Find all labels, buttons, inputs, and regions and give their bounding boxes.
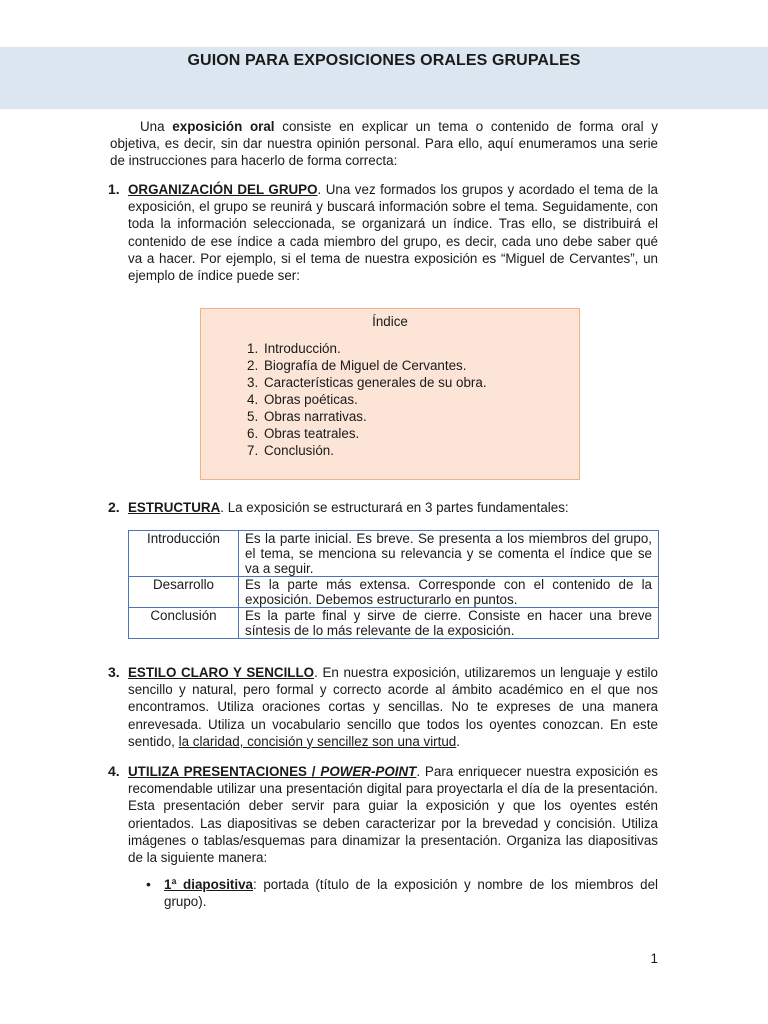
- index-item-label: Obras narrativas.: [264, 409, 367, 425]
- index-item-number: 7.: [247, 443, 259, 459]
- index-item-label: Obras teatrales.: [264, 426, 360, 442]
- section-estilo: [108, 664, 658, 750]
- section-organizacion: [108, 181, 658, 284]
- intro-bold-term: exposición oral: [172, 119, 275, 134]
- table-row: [129, 608, 659, 639]
- index-item: [247, 408, 579, 425]
- section-number: 4.: [108, 763, 120, 779]
- page-number: 1: [650, 951, 658, 966]
- table-cell-description: Es la parte final y sirve de cierre. Consiste en hacer una breve síntesis de lo más relevante de la exposición.: [239, 608, 659, 639]
- section-heading: UTILIZA PRESENTACIONES /: [128, 764, 321, 779]
- intro-paragraph: [110, 118, 658, 170]
- table-row: [129, 577, 659, 608]
- section-number: 3.: [108, 664, 120, 680]
- index-list: [201, 340, 579, 459]
- bullet-icon: •: [146, 876, 151, 892]
- section-heading-italic: POWER-POINT: [320, 764, 417, 779]
- index-item-label: Obras poéticas.: [264, 392, 358, 408]
- section-estructura: [108, 499, 658, 516]
- bullet-item: [146, 876, 658, 910]
- table-cell-part: Introducción: [129, 531, 239, 577]
- table-row: [129, 531, 659, 577]
- index-item-label: Conclusión.: [264, 443, 334, 459]
- index-item: [247, 391, 579, 408]
- index-item-number: 1.: [247, 341, 259, 357]
- document-title: GUION PARA EXPOSICIONES ORALES GRUPALES: [187, 52, 581, 69]
- section-underlined-phrase: la claridad, concisión y sencillez son una virtud: [178, 733, 457, 749]
- index-item-number: 3.: [247, 375, 259, 391]
- index-item: [247, 425, 579, 442]
- section-text: . La exposición se estructurará en 3 partes fundamentales:: [220, 500, 569, 515]
- section-heading: ESTRUCTURA: [128, 500, 221, 515]
- index-item-number: 4.: [247, 392, 259, 408]
- bullet-text: : portada (título de la exposición y nombre de los miembros del grupo).: [164, 877, 658, 910]
- intro-rest: consiste en explicar un tema o contenido de forma oral y objetiva, es decir, sin dar nuestra opinión personal. Para ello, aquí enumeramos una serie de instrucciones para hacerlo de forma correcta:: [110, 119, 658, 169]
- index-item-number: 6.: [247, 426, 259, 442]
- section-number: 1.: [108, 181, 120, 197]
- bullet-heading: 1ª diapositiva: [164, 877, 253, 892]
- section-presentaciones: [108, 763, 658, 866]
- index-item-number: 5.: [247, 409, 259, 425]
- index-item: [247, 374, 579, 391]
- index-item-label: Características generales de su obra.: [264, 375, 487, 391]
- index-title: Índice: [372, 314, 408, 329]
- index-box: [200, 308, 580, 480]
- table-cell-part: Desarrollo: [129, 577, 239, 608]
- index-item-label: Introducción.: [264, 341, 341, 357]
- index-item: [247, 442, 579, 459]
- section-end: .: [456, 733, 460, 749]
- table-cell-part: Conclusión: [129, 608, 239, 639]
- section-text: . Una vez formados los grupos y acordado el tema de la exposición, el grupo se reunirá y buscará información sobre el tema. Seguidamente, con toda la información seleccionada, se organizará un índice. Tras ello, se distribuirá el contenido de ese índice a cada miembro del grupo, es decir, cada uno debe saber qué va a hacer. Por ejemplo, si el tema de nuestra exposición es “Miguel de Cervantes”, un ejemplo de índice puede ser:: [128, 182, 658, 284]
- section-text: . En nuestra exposición, utilizaremos un lenguaje y estilo sencillo y natural, pero formal y correcto acorde al ámbito académico en el que nos encontramos. Utiliza oraciones cortas y sencillas. No te expreses de una manera enrevesada. Utiliza un vocabulario sencillo que todos los oyentes conozcan. En este sentido,: [128, 665, 658, 749]
- index-item-label: Biografía de Miguel de Cervantes.: [264, 358, 467, 374]
- structure-table: [128, 530, 659, 639]
- section-heading: ORGANIZACIÓN DEL GRUPO: [128, 182, 318, 197]
- section-text: . Para enriquecer nuestra exposición es recomendable utilizar una presentación digital para proyectarla el día de la presentación. Esta presentación deber servir para guiar la exposición y que los oyentes estén orientados. Las diapositivas se deben caracterizar por la brevedad y concisión. Utiliza imágenes o tablas/esquemas para dinamizar la presentación. Organiza las diapositivas de la siguiente manera:: [128, 764, 659, 866]
- section-number: 2.: [108, 499, 120, 515]
- table-cell-description: Es la parte más extensa. Corresponde con el contenido de la exposición. Debemos estructurarlo en puntos.: [239, 577, 659, 608]
- intro-lead: Una: [140, 119, 173, 134]
- index-item-number: 2.: [247, 358, 259, 374]
- index-item: [247, 357, 579, 374]
- section-heading: ESTILO CLARO Y SENCILLO: [128, 665, 315, 680]
- table-cell-description: Es la parte inicial. Es breve. Se presenta a los miembros del grupo, el tema, se menciona su relevancia y se comenta el índice que se va a seguir.: [239, 531, 659, 577]
- index-item: [247, 340, 579, 357]
